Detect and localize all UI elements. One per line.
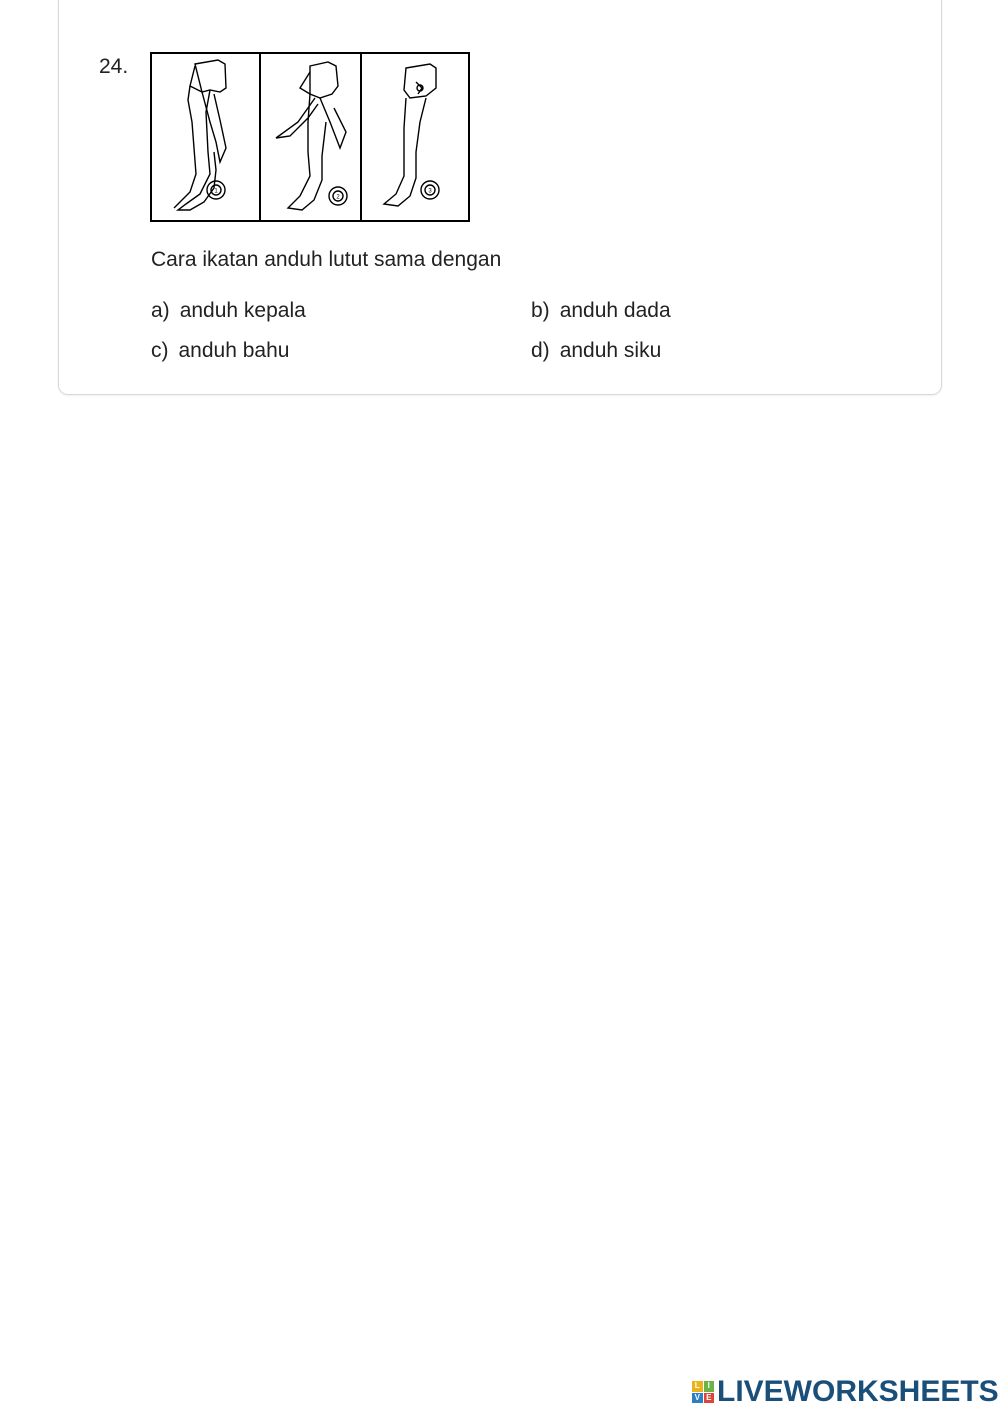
- option-b[interactable]: [531, 299, 671, 323]
- option-a-text: anduh kepala: [179, 299, 306, 322]
- logo-letter-i: I: [704, 1381, 715, 1392]
- option-c-letter: c): [151, 339, 169, 362]
- option-c[interactable]: [151, 339, 289, 363]
- question-number: 24.: [99, 55, 129, 78]
- logo-letter-l: L: [692, 1381, 703, 1392]
- panel-3-label: 3: [428, 188, 432, 195]
- option-d-text: anduh siku: [559, 339, 662, 362]
- liveworksheets-logo-icon: [692, 1381, 714, 1403]
- option-b-letter: b): [531, 299, 550, 322]
- option-d[interactable]: [531, 339, 661, 363]
- liveworksheets-logo: [692, 1377, 999, 1407]
- logo-letter-v: V: [692, 1393, 703, 1404]
- question-text: Cara ikatan anduh lutut sama dengan: [151, 248, 502, 271]
- panel-2-label: 2: [336, 194, 340, 201]
- option-a-letter: a): [151, 299, 170, 322]
- brand-name: LIVEWORKSHEETS: [717, 1375, 999, 1408]
- option-d-letter: d): [531, 339, 550, 362]
- knee-bandage-figure: [150, 52, 470, 222]
- option-c-text: anduh bahu: [178, 339, 290, 362]
- option-b-text: anduh dada: [559, 299, 671, 322]
- panel-1-label: 1: [214, 188, 218, 195]
- option-a[interactable]: [151, 299, 306, 323]
- logo-letter-e: E: [704, 1393, 715, 1404]
